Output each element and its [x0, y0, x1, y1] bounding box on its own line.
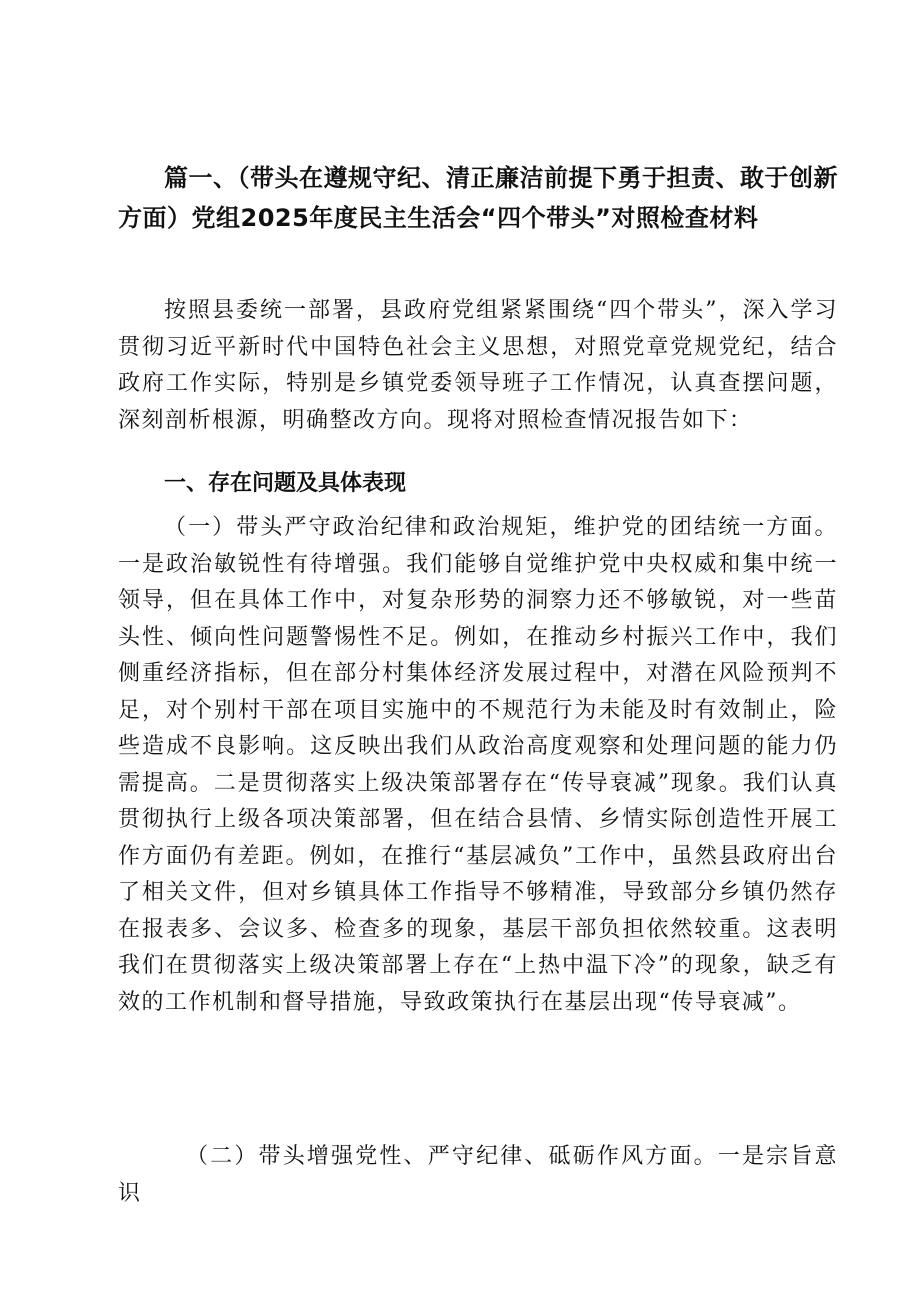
section-two-paragraph: （二）带头增强党性、严守纪律、砥砺作风方面。一是宗旨意识: [118, 1144, 838, 1206]
intro-paragraph: 按照县委统一部署，县政府党组紧紧围绕“四个带头”，深入学习贯彻习近平新时代中国特色社会主义思想，对照党章党规党纪，结合政府工作实际，特别是乡镇党委领导班子工作情况，认真查摆问题，深刻剖析根源，明确整改方向。现将对照检查情况报告如下：: [118, 298, 838, 433]
section-one-paragraph: （一）带头严守政治纪律和政治规矩，维护党的团结统一方面。一是政治敏锐性有待增强。我们能够自觉维护党中央权威和集中统一领导，但在具体工作中，对复杂形势的洞察力还不够敏锐，对一些苗头性、倾向性问题警惕性不足。例如，在推动乡村振兴工作中，我们侧重经济指标，但在部分村集体经济发展过程中，对潜在风险预判不足，对个别村干部在项目实施中的不规范行为未能及时有效制止，险些造成不良影响。这反映出我们从政治高度观察和处理问题的能力仍需提高。二是贯彻落实上级决策部署存在“传导衰减”现象。我们认真贯彻执行上级各项决策部署，但在结合县情、乡情实际创造性开展工作方面仍有差距。例如，在推行“基层减负”工作中，虽然县政府出台了相关文件，但对乡镇具体工作指导不够精准，导致部分乡镇仍然存在报表多、会议多、检查多的现象，基层干部负担依然较重。这表明我们在贯彻落实上级决策部署上存在“上热中温下冷”的现象，缺乏有效的工作机制和督导措施，导致政策执行在基层出现“传导衰减”。: [118, 515, 838, 1015]
document-title: 篇一、（带头在遵规守纪、清正廉洁前提下勇于担责、敢于创新方面）党组2025年度民主生活会“四个带头”对照检查材料: [118, 164, 838, 232]
section-heading: 一、存在问题及具体表现: [164, 471, 407, 496]
